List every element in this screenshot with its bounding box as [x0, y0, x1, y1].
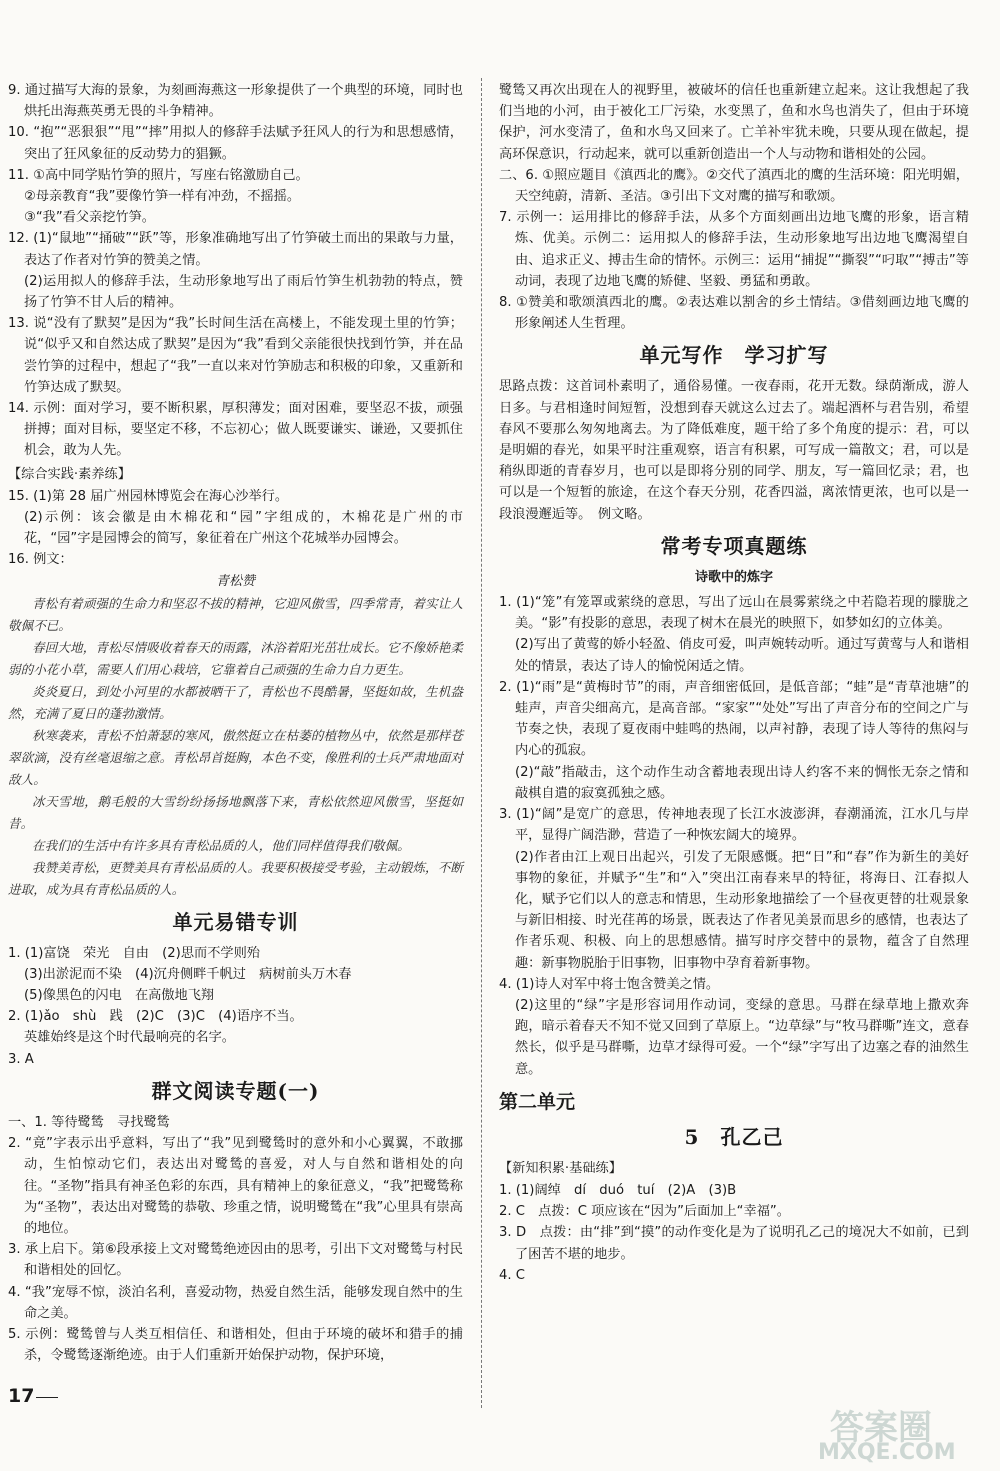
- answer-item: 11. ①高中同学贴竹笋的照片，写座右铭激励自己。: [8, 167, 309, 183]
- essay-paragraph: 炎炎夏日，到处小河里的水都被晒干了，青松也不畏酷暑，坚挺如故，生机盎然，充满了夏日的蓬勃激情。: [8, 683, 463, 721]
- answer-item: 3. 承上启下。第⑥段承接上文对鹭鸶绝迹因由的思考，引出下文对鹭鸶与村民和谐相处的回忆。: [8, 1242, 463, 1279]
- unit-heading: 第二单元: [499, 1090, 576, 1113]
- answer-item: (2)这里的“绿”字是形容词用作动词，变绿的意思。马群在绿草地上撒欢奔跑，暗示着春天不知不觉又回到了草原上。“边草绿”与“牧马群嘶”连文，意春然长，似乎是马群嘶，边草才绿得可爱。一个“绿”字写出了边塞之春的油然生意。: [515, 997, 969, 1077]
- answer-item: 10. “抱”“恶狠狠”“甩”“摔”用拟人的修辞手法赋予狂风人的行为和思想感情，突出了狂风象征的反动势力的猖獗。: [8, 125, 463, 162]
- answer-item: (2)运用拟人的修辞手法，生动形象地写出了雨后竹笋生机勃勃的特点，赞扬了竹笋不甘人后的精神。: [24, 273, 463, 311]
- answer-item: ③“我”看父亲挖竹笋。: [24, 210, 155, 226]
- answer-item: 13. 说“没有了默契”是因为“我”长时间生活在高楼上，不能发现土里的竹笋；说“似乎又和自然达成了默契”是因为“我”看到父亲能很快找到竹笋，并在品尝竹笋的过程中，想起了“我”一直以来对竹笋励志和积极的印象，又重新和竹笋达成了默契。: [8, 316, 463, 395]
- answer-item: 5. 示例：鹭鸶曾与人类互相信任、和谐相处，但由于环境的破坏和猎手的捕杀，令鹭鸶逐渐绝迹。由于人们重新开始保护动物，保护环境，: [8, 1326, 463, 1364]
- right-column: [499, 80, 969, 1286]
- answer-item: ②母亲教育“我”要像竹笋一样有冲劲，不摇摇。: [24, 189, 301, 205]
- watermark-url: MXQE.COM: [818, 1440, 956, 1465]
- answer-item: (2)“敲”指敲击，这个动作生动含蓄地表现出诗人约客不来的惆怅无奈之情和敲棋自遣的寂寞孤独之感。: [515, 764, 969, 801]
- watermark-logo: 答案圈: [830, 1408, 932, 1448]
- answer-item: 8. ①赞美和歌颂滇西北的鹰。②表达难以割舍的乡土情结。③借刻画边地飞鹰的形象阐述人生哲理。: [499, 295, 969, 332]
- answer-item: 2. “竟”字表示出乎意料，写出了“我”见到鹭鸶时的意外和小心翼翼，不敢挪动，生怕惊动它们，表达出对鹭鸶的喜爱，对人与自然和谐相处的向往。“圣物”指具有神圣色彩的东西，具有精神上的象征意义，“我”把鹭鸶称为“圣物”，表达出对鹭鸶的恭敬、珍重之情，说明鹭鸶在“我”心里具有崇高的地位。: [8, 1136, 463, 1236]
- answer-item: 英雄始终是这个时代最响亮的名字。: [24, 1030, 235, 1046]
- section-label-practice: 【综合实践·素养练】: [8, 466, 131, 482]
- answer-item: 1. (1)阔绰 dí duó tuí (2)A (3)B: [499, 1182, 737, 1198]
- section-label-basics: 【新知积累·基础练】: [499, 1160, 622, 1176]
- answer-continuation: 鹭鸶又再次出现在人的视野里，被破坏的信任也重新建立起来。这让我想起了我们当地的小河，由于被化工厂污染，水变黑了，鱼和水鸟也消失了，但由于环境保护，河水变清了，鱼和水鸟又回来了。亡羊补牢犹未晚，只要从现在做起，提高环保意识，行动起来，就可以重新创造出一个人与动物和谐相处的公园。: [499, 83, 969, 162]
- answer-item: (5)像黑色的闪电 在高傲地飞翔: [24, 988, 215, 1004]
- answer-item: 9. 通过描写大海的景象，为刻画海燕这一形象提供了一个典型的环境，同时也烘托出海燕英勇无畏的斗争精神。: [8, 83, 463, 120]
- writing-guidance: 思路点拨：这首词朴素明了，通俗易懂。一夜春雨，花开无数。绿荫渐成，游人日多。与君相逢时间短暂，没想到春天就这么过去了。端起酒杯与君告别，希望春风不要那么匆匆地离去。为了降低难度，题干给了多个角度的提示：君，可以是明媚的春光，如果平时注重观察，语言有积累，可写成一篇散文；君，可以是稍纵即逝的青春岁月，也可以是即将分别的同学、朋友，写一篇回忆录；君，也可以是一个短暂的旅途，在这个春天分别，花香四溢，离浓情更浓，也可以是一段浪漫邂逅等。 例文略。: [499, 379, 969, 522]
- essay-paragraph: 冰天雪地，鹅毛般的大雪纷纷扬扬地飘落下来，青松依然迎风傲雪，坚挺如昔。: [8, 793, 463, 831]
- answer-item: 4. (1)诗人对军中将士饱含赞美之情。: [499, 976, 720, 992]
- section-title-special: 常考专项真题练: [660, 533, 808, 558]
- answer-item: (2)写出了黄莺的娇小轻盈、俏皮可爱，叫声婉转动听。通过写黄莺与人和谐相处的情景，表达了诗人的愉悦闲适之情。: [515, 637, 969, 674]
- section-title-reading: 群文阅读专题(一): [151, 1078, 320, 1103]
- answer-item: 15. (1)第 28 届广州园林博览会在海心沙举行。: [8, 488, 289, 504]
- column-divider: [481, 78, 482, 1408]
- essay-paragraph: 在我们的生活中有许多具有青松品质的人，他们同样值得我们敬佩。: [32, 837, 410, 853]
- section-subtitle: 诗歌中的炼字: [694, 569, 773, 585]
- essay-paragraph: 青松有着顽强的生命力和坚忍不拔的精神，它迎风傲雪，四季常青，着实让人敬佩不已。: [8, 595, 463, 633]
- answer-item: 2. C 点拨：C 项应该在“因为”后面加上“幸福”。: [499, 1204, 790, 1220]
- answer-item: 16. 例文：: [8, 552, 73, 568]
- answer-item: 1. (1)富饶 荣光 自由 (2)思而不学则殆: [8, 945, 260, 961]
- left-column: [8, 80, 463, 1366]
- answer-item: 4. “我”宠辱不惊，淡泊名利，喜爱动物，热爱自然生活，能够发现自然中的生命之美。: [8, 1284, 463, 1321]
- answer-item: 12. (1)“鼠地”“捅破”“跃”等，形象准确地写出了竹笋破土而出的果敢与力量，表达了作者对竹笋的赞美之情。: [8, 231, 463, 268]
- answer-item: 3. D 点拨：由“排”到“摸”的动作变化是为了说明孔乙己的境况大不如前，已到了困苦不堪的地步。: [499, 1225, 969, 1262]
- essay-paragraph: 秋寒袭来，青松不怕萧瑟的寒风，傲然挺立在枯萎的植物丛中，依然是那样苍翠欲滴，没有丝毫退缩之意。青松昂首挺胸，本色不变，像胜利的士兵严肃地面对敌人。: [8, 727, 463, 787]
- answer-item: 2. (1)“雨”是“黄梅时节”的雨，声音细密低回，是低音部；“蛙”是“青草池塘”的蛙声，声音尖细高亢，是高音部。“家家”“处处”写出了声音分布的空间之广与节奏之快，表现了夏夜雨中蛙鸣的热闹，以声衬静，表现了诗人等待的焦闷与内心的孤寂。: [499, 679, 969, 759]
- answer-item: 二、6. ①照应题目《滇西北的鹰》。②交代了滇西北的鹰的生活环境：阳光明媚，天空纯蔚，清新、圣洁。③引出下文对鹰的描写和歌颂。: [499, 167, 969, 205]
- answer-item: 3. (1)“阔”是宽广的意思，传神地表现了长江水波澎湃，春潮涌流，江水几与岸平，显得广阔浩渺，营造了一种恢宏阔大的境界。: [499, 807, 969, 844]
- section-title-errors: 单元易错专训: [172, 909, 299, 934]
- answer-item: 4. C: [499, 1267, 525, 1283]
- answer-item: 7. 示例一：运用排比的修辞手法，从多个方面刻画出边地飞鹰的形象，语言精炼、优美。示例二：运用拟人的修辞手法，生动形象地写出边地飞鹰渴望自由、追求正义、搏击生命的情怀。示例三：运用“捕捉”“撕裂”“叼取”“搏击”等动词，表现了边地飞鹰的矫健、坚毅、勇猛和勇敢。: [499, 210, 969, 289]
- lesson-title: 5 孔乙己: [684, 1124, 784, 1149]
- page-number: 17: [8, 1385, 35, 1407]
- answer-item: 3. A: [8, 1051, 34, 1067]
- answer-item: 2. (1)ǎo shù 践 (2)C (3)C (4)语序不当。: [8, 1009, 303, 1025]
- page-number-dash: [36, 1397, 58, 1398]
- answer-item: 一、1. 等待鹭鸶 寻找鹭鸶: [8, 1114, 170, 1130]
- section-title-writing: 单元写作 学习扩写: [639, 343, 829, 368]
- answer-item: 14. 示例：面对学习，要不断积累，厚积薄发；面对困难，要坚忍不拔，顽强拼搏；面对目标，要坚定不移，不忘初心；做人既要谦实、谦逊，又要抓住机会，敢为人先。: [8, 401, 463, 459]
- answer-item: (2)作者由江上观日出起兴，引发了无限感慨。把“日”和“春”作为新生的美好事物的象征，并赋予“生”和“入”突出江南春来早的特征，将海日、江春拟人化，赋予它们以人的意志和情思，生动形象地描绘了一个昼夜更替的壮观景象与新旧相接、时光荏苒的场景，既表达了作者见美景而思乡的感情，也表达了作者乐观、积极、向上的思想感情。描写时序交替中的景物，蕴含了自然理趣：新事物脱胎于旧事物，旧事物中孕育着新事物。: [515, 849, 969, 971]
- essay-paragraph: 春回大地，青松尽情吸收着春天的雨露，沐浴着阳光茁壮成长。它不像娇艳柔弱的小花小草，需要人们用心栽培，它靠着自己顽强的生命力自力更生。: [8, 639, 463, 677]
- essay-paragraph: 我赞美青松，更赞美具有青松品质的人。我要积极接受考验，主动锻炼，不断进取，成为具有青松品质的人。: [8, 859, 463, 897]
- answer-item: (2)示例：该会徽是由木棉花和“园”字组成的，木棉花是广州的市花，“园”字是园博会的简写，象征着在广州这个花城举办园博会。: [24, 510, 463, 547]
- answer-item: 1. (1)“笼”有笼罩或萦绕的意思，写出了远山在晨雾萦绕之中若隐若现的朦胧之美。“影”有投影的意思，表现了树木在晨光的映照下，如梦如幻的立体美。: [499, 595, 969, 632]
- essay-title: 青松赞: [215, 573, 255, 589]
- answer-item: (3)出淤泥而不染 (4)沉舟侧畔千帆过 病树前头万木春: [24, 966, 352, 982]
